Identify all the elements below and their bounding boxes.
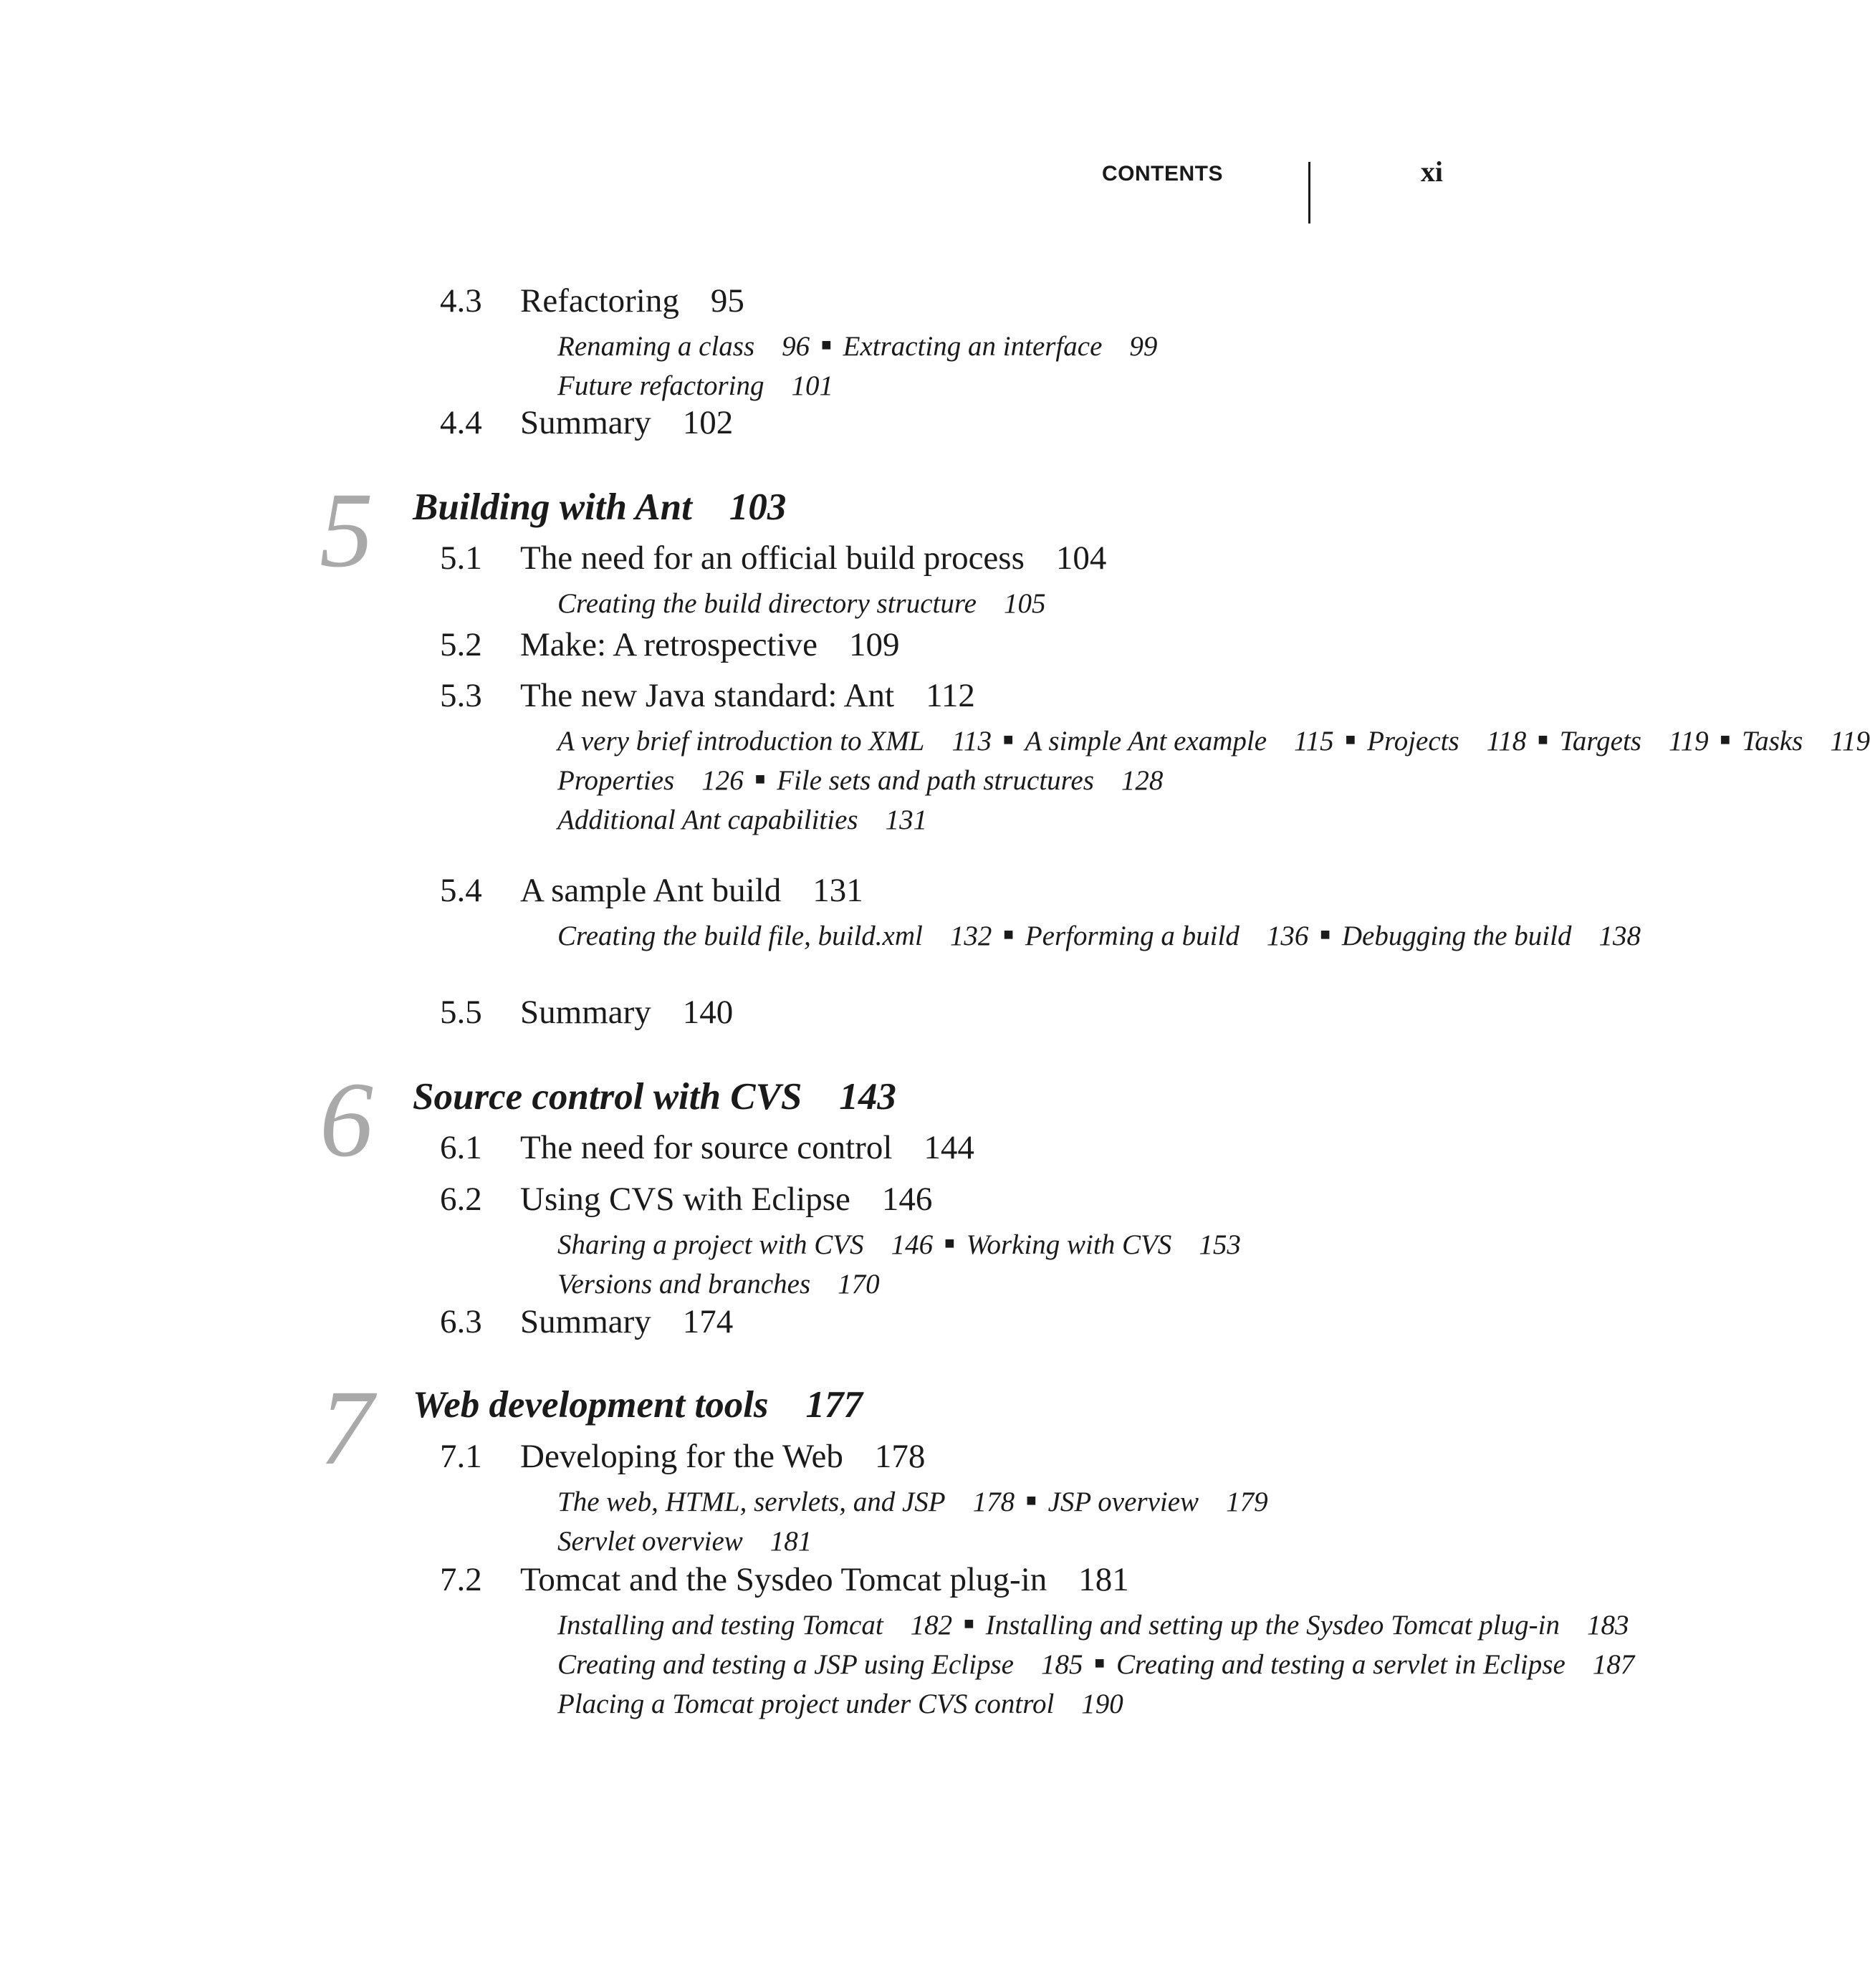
section-page: 104 [1055, 539, 1107, 577]
subsection-title: Properties [557, 765, 675, 796]
subsection-entry[interactable] [1560, 726, 1709, 757]
subsection-title: Creating and testing a servlet in Eclipse [1116, 1649, 1565, 1680]
subsection-title: Debugging the build [1341, 921, 1572, 951]
bullet-separator-icon: ■ [1026, 1492, 1037, 1510]
section-page: 178 [874, 1438, 926, 1475]
chapter-title: Building with Ant [413, 486, 692, 528]
subsection-entry[interactable] [557, 726, 992, 757]
running-head [1075, 136, 1462, 236]
toc-subsections [557, 586, 1360, 622]
subsection-entry[interactable] [557, 1689, 1123, 1719]
subsection-title: Tasks [1742, 726, 1803, 757]
subsection-entry[interactable] [1025, 921, 1309, 951]
subsection-page: 178 [972, 1487, 1015, 1517]
subsection-entry[interactable] [1342, 921, 1641, 951]
chapter-page: 177 [805, 1384, 863, 1426]
subsection-page: 183 [1586, 1610, 1629, 1641]
toc-section-4-3[interactable] [440, 282, 744, 320]
section-number: 6.3 [440, 1303, 482, 1340]
toc-subsections [557, 1608, 1635, 1722]
bullet-separator-icon: ■ [754, 770, 766, 789]
section-number: 5.2 [440, 626, 482, 663]
bullet-separator-icon: ■ [821, 336, 832, 355]
section-number: 4.4 [440, 404, 482, 441]
toc-subsections [557, 1227, 1360, 1302]
subsection-entry[interactable] [843, 331, 1158, 362]
subsection-page: 99 [1129, 331, 1158, 362]
subsection-entry[interactable] [1367, 726, 1526, 757]
section-page: 112 [926, 677, 975, 714]
subsection-page: 181 [769, 1526, 812, 1557]
subsection-title: Creating and testing a JSP using Eclipse [557, 1649, 1014, 1680]
section-number: 7.2 [440, 1561, 482, 1598]
subsection-entry[interactable] [557, 1610, 952, 1641]
section-title: Summary [520, 994, 651, 1031]
section-number: 5.4 [440, 872, 482, 909]
section-page: 144 [924, 1129, 974, 1166]
subsection-title: Targets [1559, 726, 1641, 757]
chapter-5-title-row[interactable] [413, 486, 786, 529]
section-title: Tomcat and the Sysdeo Tomcat plug-in [520, 1561, 1047, 1598]
bullet-separator-icon: ■ [944, 1234, 955, 1253]
section-page: 102 [682, 404, 734, 441]
section-title: Using CVS with Eclipse [520, 1181, 850, 1218]
subsection-entry[interactable] [557, 921, 992, 951]
subsection-title: Creating the build file, build.xml [557, 921, 923, 951]
subsection-entry[interactable] [557, 331, 810, 362]
section-page: 131 [812, 872, 863, 909]
subsection-page: 128 [1121, 765, 1164, 796]
subsection-entry[interactable] [986, 1610, 1629, 1641]
chapter-page: 103 [729, 486, 787, 528]
running-head-label: CONTENTS [1102, 162, 1223, 186]
subsection-entry[interactable] [557, 765, 744, 796]
toc-section-5-3[interactable] [440, 676, 975, 715]
subsection-title: The web, HTML, servlets, and JSP [557, 1487, 946, 1517]
bullet-separator-icon: ■ [1345, 731, 1356, 749]
chapter-page: 143 [839, 1076, 896, 1118]
subsection-page: 179 [1226, 1487, 1268, 1517]
chapter-7-title-row[interactable] [413, 1383, 863, 1426]
section-number: 5.5 [440, 994, 482, 1031]
subsection-entry[interactable] [557, 1526, 812, 1557]
section-number: 7.1 [440, 1438, 482, 1475]
subsection-title: Installing and setting up the Sysdeo Tomcat plug-in [985, 1610, 1560, 1641]
subsection-page: 132 [949, 921, 992, 951]
section-title: The need for an official build process [520, 539, 1025, 577]
toc-subsections [557, 724, 1870, 838]
chapter-6-title-row[interactable] [413, 1075, 896, 1118]
subsection-page: 182 [910, 1610, 953, 1641]
toc-subsections [557, 1484, 1360, 1560]
section-title: Developing for the Web [520, 1438, 843, 1475]
section-title: Refactoring [520, 282, 679, 320]
subsection-entry[interactable] [1116, 1649, 1634, 1680]
subsection-title: Sharing a project with CVS [557, 1229, 864, 1260]
subsection-page: 126 [701, 765, 744, 796]
running-head-rule [1308, 162, 1310, 224]
subsection-page: 105 [1003, 588, 1046, 619]
subsection-title: Installing and testing Tomcat [557, 1610, 883, 1641]
toc-section-7-2[interactable] [440, 1560, 1129, 1599]
subsection-entry[interactable] [557, 1229, 933, 1260]
subsection-entry[interactable] [1025, 726, 1333, 757]
section-number: 6.1 [440, 1129, 482, 1166]
section-number: 4.3 [440, 282, 482, 320]
section-page: 146 [881, 1181, 933, 1218]
section-title: Summary [520, 404, 651, 441]
page-number: xi [1420, 155, 1443, 188]
subsection-page: 118 [1486, 726, 1527, 757]
subsection-page: 138 [1598, 921, 1641, 951]
bullet-separator-icon: ■ [1003, 926, 1014, 944]
subsection-entry[interactable] [967, 1229, 1241, 1260]
subsection-entry[interactable] [1048, 1487, 1268, 1517]
subsection-entry[interactable] [557, 588, 1045, 619]
subsection-page: 190 [1081, 1689, 1123, 1719]
section-number: 5.3 [440, 677, 482, 714]
subsection-entry[interactable] [557, 805, 927, 835]
subsection-entry[interactable] [1742, 726, 1870, 757]
section-title: The new Java standard: Ant [520, 677, 895, 714]
section-title: Make: A retrospective [520, 626, 818, 663]
toc-section-6-2[interactable] [440, 1180, 932, 1219]
subsection-title: Extracting an interface [843, 331, 1103, 362]
section-page: 95 [710, 282, 744, 320]
subsection-entry[interactable] [557, 1649, 1083, 1680]
chapter-5-number: 5 [320, 471, 373, 590]
bullet-separator-icon: ■ [1094, 1654, 1105, 1673]
subsection-entry[interactable] [777, 765, 1163, 796]
subsection-page: 119 [1668, 726, 1709, 757]
subsection-title: Versions and branches [557, 1269, 811, 1300]
subsection-page: 101 [791, 370, 833, 401]
subsection-page: 119 [1830, 726, 1870, 757]
chapter-7-number: 7 [320, 1368, 373, 1487]
subsection-page: 136 [1266, 921, 1309, 951]
bullet-separator-icon: ■ [1320, 926, 1330, 944]
toc-section-5-5[interactable] [440, 993, 733, 1032]
subsection-page: 146 [891, 1229, 934, 1260]
subsection-title: File sets and path structures [777, 765, 1094, 796]
toc-section-5-4[interactable] [440, 871, 863, 910]
subsection-title: Working with CVS [966, 1229, 1172, 1260]
toc-section-4-4[interactable] [440, 403, 733, 442]
subsection-page: 131 [885, 805, 928, 835]
subsection-page: 113 [951, 726, 992, 757]
toc-section-6-1[interactable] [440, 1128, 974, 1167]
toc-section-5-1[interactable] [440, 539, 1106, 577]
toc-subsections [557, 329, 1360, 404]
section-page: 140 [682, 994, 734, 1031]
subsection-title: JSP overview [1047, 1487, 1199, 1517]
bullet-separator-icon: ■ [1002, 731, 1014, 749]
section-page: 174 [682, 1303, 734, 1340]
chapter-6-number: 6 [320, 1060, 373, 1179]
section-title: The need for source control [520, 1129, 893, 1166]
subsection-title: Renaming a class [557, 331, 755, 362]
section-page: 109 [849, 626, 900, 663]
subsection-entry[interactable] [557, 370, 833, 401]
subsection-title: Performing a build [1025, 921, 1240, 951]
subsection-title: A simple Ant example [1025, 726, 1267, 757]
chapter-title: Source control with CVS [413, 1076, 802, 1118]
section-title: A sample Ant build [520, 872, 782, 909]
toc-section-6-3[interactable] [440, 1302, 733, 1341]
subsection-title: Future refactoring [557, 370, 764, 401]
subsection-title: Creating the build directory structure [557, 588, 977, 619]
toc-section-7-1[interactable] [440, 1437, 925, 1476]
subsection-entry[interactable] [557, 1269, 880, 1300]
section-number: 6.2 [440, 1181, 482, 1218]
subsection-entry[interactable] [557, 1487, 1015, 1517]
subsection-title: A very brief introduction to XML [557, 726, 925, 757]
bullet-separator-icon: ■ [964, 1615, 974, 1633]
subsection-page: 185 [1040, 1649, 1083, 1680]
section-number: 5.1 [440, 539, 482, 577]
chapter-title: Web development tools [413, 1384, 769, 1426]
subsection-page: 153 [1199, 1229, 1241, 1260]
bullet-separator-icon: ■ [1538, 731, 1548, 749]
subsection-page: 187 [1592, 1649, 1635, 1680]
subsection-page: 115 [1294, 726, 1334, 757]
subsection-page: 170 [838, 1269, 880, 1300]
subsection-title: Placing a Tomcat project under CVS control [557, 1689, 1055, 1719]
subsection-title: Projects [1367, 726, 1459, 757]
section-title: Summary [520, 1303, 651, 1340]
toc-section-5-2[interactable] [440, 625, 900, 664]
subsection-title: Additional Ant capabilities [557, 805, 858, 835]
subsection-page: 96 [782, 331, 810, 362]
bullet-separator-icon: ■ [1720, 731, 1731, 749]
toc-subsections [557, 918, 1641, 958]
subsection-title: Servlet overview [557, 1526, 743, 1557]
section-page: 181 [1078, 1561, 1129, 1598]
